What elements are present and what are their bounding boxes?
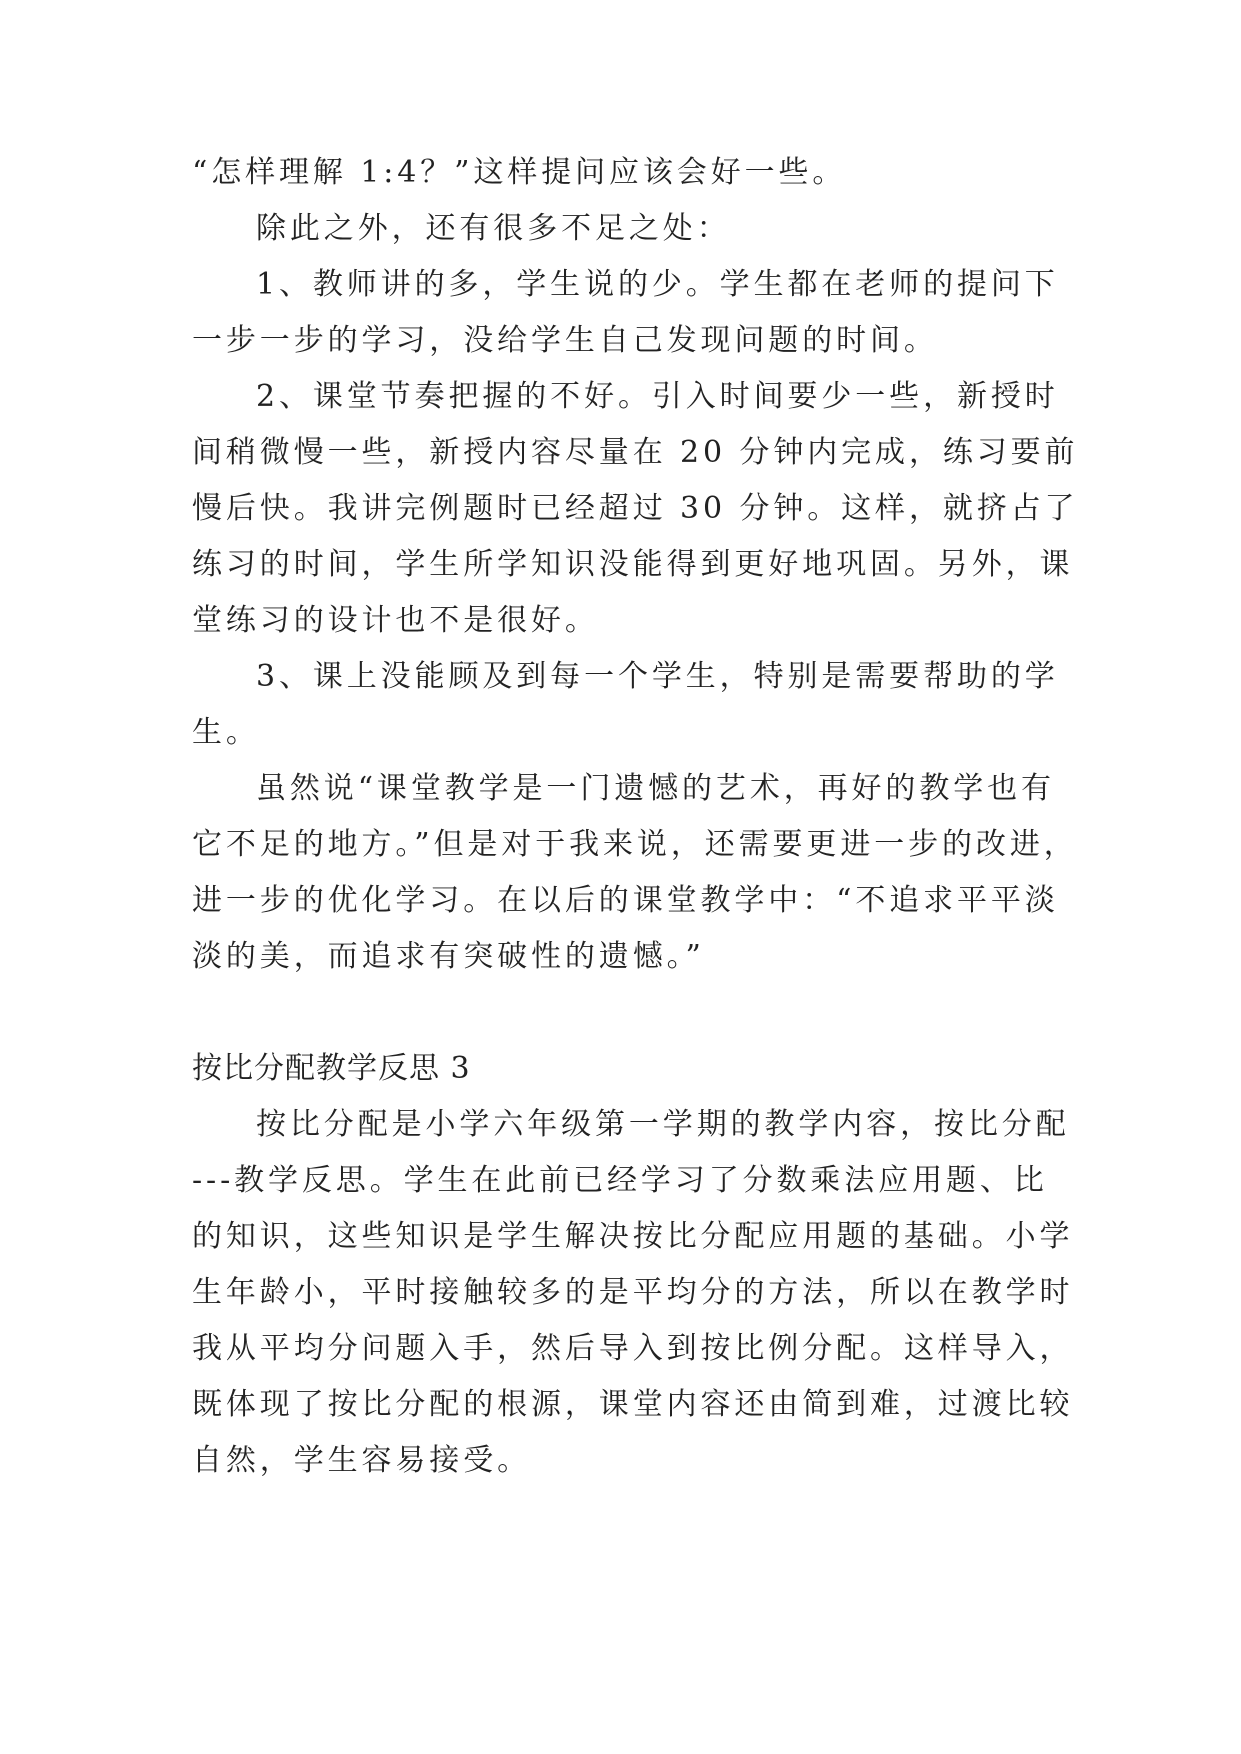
paragraph-line: 堂练习的设计也不是很好。	[192, 603, 599, 638]
paragraph-line: 它不足的地方。”但是对于我来说，还需要更进一步的改进，	[192, 827, 1078, 862]
section-heading: 按比分配教学反思 3	[192, 1051, 471, 1086]
paragraph-line: 按比分配是小学六年级第一学期的教学内容，按比分配	[256, 1107, 1070, 1142]
paragraph-line: “怎样理解 1:4？”这样提问应该会好一些。	[192, 155, 847, 190]
paragraph-line: 生年龄小，平时接触较多的是平均分的方法，所以在教学时	[192, 1275, 1074, 1310]
paragraph-line: 虽然说“课堂教学是一门遗憾的艺术，再好的教学也有	[256, 771, 1055, 806]
paragraph-line: 3、课上没能顾及到每一个学生，特别是需要帮助的学	[256, 659, 1059, 694]
paragraph-line: 1、教师讲的多，学生说的少。学生都在老师的提问下	[256, 267, 1059, 302]
paragraph-line: 2、课堂节奏把握的不好。引入时间要少一些，新授时	[256, 379, 1059, 414]
paragraph-line: 除此之外，还有很多不足之处：	[256, 211, 731, 246]
paragraph-line: ---教学反思。学生在此前已经学习了分数乘法应用题、比	[192, 1163, 1048, 1198]
paragraph-line: 慢后快。我讲完例题时已经超过 30 分钟。这样，就挤占了	[192, 491, 1079, 526]
paragraph-line: 的知识，这些知识是学生解决按比分配应用题的基础。小学	[192, 1219, 1074, 1254]
paragraph-line: 自然，学生容易接受。	[192, 1443, 531, 1478]
paragraph-line: 淡的美，而追求有突破性的遗憾。”	[192, 939, 705, 974]
paragraph-line: 间稍微慢一些，新授内容尽量在 20 分钟内完成，练习要前	[192, 435, 1079, 470]
paragraph-line: 既体现了按比分配的根源，课堂内容还由简到难，过渡比较	[192, 1387, 1074, 1422]
paragraph-line: 一步一步的学习，没给学生自己发现问题的时间。	[192, 323, 938, 358]
paragraph-line: 练习的时间，学生所学知识没能得到更好地巩固。另外，课	[192, 547, 1074, 582]
paragraph-line: 进一步的优化学习。在以后的课堂教学中：“不追求平平淡	[192, 883, 1059, 918]
paragraph-line: 我从平均分问题入手，然后导入到按比例分配。这样导入，	[192, 1331, 1074, 1366]
paragraph-line: 生。	[192, 715, 260, 750]
